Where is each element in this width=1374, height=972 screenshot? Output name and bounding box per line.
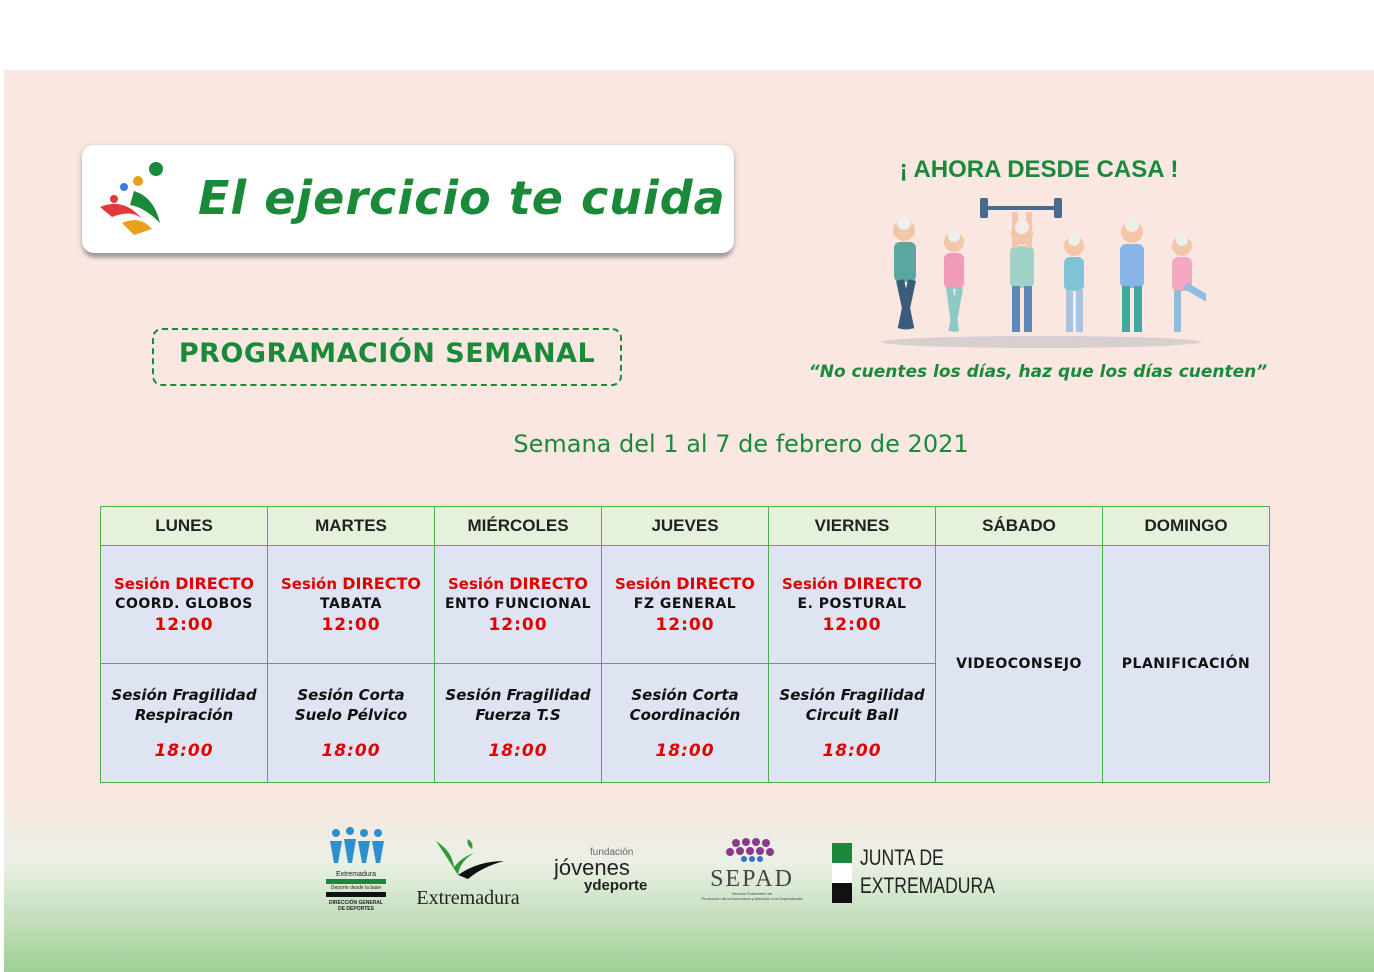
junta-logo-line2: EXTREMADURA	[860, 873, 995, 898]
day-header: JUEVES	[602, 507, 769, 546]
day-header: DOMINGO	[1103, 507, 1270, 546]
session-cell	[435, 546, 602, 664]
session-activity: Fuerza T.S	[475, 706, 561, 724]
session-time: 18:00	[321, 741, 381, 761]
fundacion-logo	[554, 847, 684, 897]
session-cell	[268, 546, 435, 664]
junta-flag-black	[832, 883, 852, 903]
sepad-logo-sub1: Servicio Extremeño de	[731, 891, 773, 896]
session-activity: COORD. GLOBOS	[115, 595, 253, 612]
quote: “No cuentes los días, haz que los días cuenten”	[808, 362, 1268, 382]
session-type: Sesión Fragilidad	[111, 686, 257, 704]
week-label: Semana del 1 al 7 de febrero de 2021	[513, 430, 969, 458]
page-title: El ejercicio te cuida	[198, 171, 726, 225]
session-type: Sesión DIRECTO	[113, 573, 254, 593]
session-type: Sesión DIRECTO	[447, 573, 588, 593]
slogan-top: ¡ AHORA DESDE CASA !	[899, 156, 1179, 183]
session-type: Sesión Fragilidad	[445, 686, 591, 704]
session-type: Sesión Corta	[631, 686, 739, 704]
session-time: 18:00	[488, 741, 548, 761]
session-activity: Respiración	[134, 706, 234, 724]
program-label: PROGRAMACIÓN SEMANAL	[178, 338, 596, 369]
sepad-logo	[690, 837, 814, 907]
session-cell	[101, 546, 268, 664]
fundacion-logo-main: jóvenes	[554, 855, 630, 880]
exercising-seniors-illustration	[876, 190, 1206, 350]
session-activity: E. POSTURAL	[797, 595, 907, 612]
session-activity: FZ GENERAL	[633, 595, 737, 612]
sepad-logo-name: SEPAD	[710, 866, 794, 892]
table-header-row	[101, 507, 1270, 546]
sunday-activity: PLANIFICACIÓN	[1121, 656, 1251, 672]
session-activity: ENTO FUNCIONAL	[444, 595, 592, 612]
fundacion-logo-small: fundación	[590, 847, 634, 858]
deportes-people-icon	[326, 827, 386, 867]
session-activity: TABATA	[319, 595, 382, 612]
deportes-logo-line2: Deporte desde la base	[330, 885, 382, 891]
session-time: 12:00	[154, 614, 214, 635]
session-type: Sesión DIRECTO	[280, 573, 421, 593]
session-time: 12:00	[822, 614, 882, 635]
title-banner	[82, 145, 734, 253]
saturday-cell	[936, 546, 1103, 783]
session-cell	[435, 664, 602, 783]
fundacion-logo-sub: ydeporte	[584, 877, 648, 894]
footer-logos	[324, 825, 1024, 925]
session-type: Sesión Corta	[297, 686, 405, 704]
session-time: 12:00	[655, 614, 715, 635]
deportes-logo-line4: DE DEPORTES	[338, 906, 374, 912]
table-row	[101, 546, 1270, 664]
day-header: SÁBADO	[936, 507, 1103, 546]
day-header: VIERNES	[769, 507, 936, 546]
day-header: MIÉRCOLES	[435, 507, 602, 546]
session-time: 12:00	[488, 614, 548, 635]
junta-flag-green	[832, 843, 852, 863]
session-cell	[268, 664, 435, 783]
session-cell	[769, 546, 936, 664]
deportes-logo-line1: Extremadura	[335, 871, 377, 878]
sunday-cell	[1103, 546, 1270, 783]
session-time: 12:00	[321, 614, 381, 635]
session-activity: Suelo Pélvico	[294, 706, 408, 724]
poster	[4, 70, 1374, 972]
junta-flag-white	[832, 863, 852, 883]
day-header: LUNES	[101, 507, 268, 546]
junta-logo-line1: JUNTA DE	[860, 845, 944, 870]
session-time: 18:00	[822, 741, 882, 761]
sepad-dots-icon	[690, 837, 814, 863]
session-activity: Circuit Ball	[805, 706, 899, 724]
session-type: Sesión Fragilidad	[779, 686, 925, 704]
session-time: 18:00	[154, 741, 214, 761]
weekly-schedule-table	[100, 506, 1270, 783]
sepad-logo-sub2: Promoción de la Autonomía y Atención a la Dependencia	[701, 896, 803, 901]
session-type: Sesión DIRECTO	[781, 573, 922, 593]
session-cell	[769, 664, 936, 783]
session-activity: Coordinación	[629, 706, 741, 724]
session-cell	[101, 664, 268, 783]
session-cell	[602, 664, 769, 783]
extremadura-logo	[408, 831, 528, 911]
session-time: 18:00	[655, 741, 715, 761]
program-logo-icon	[94, 157, 178, 241]
session-type: Sesión DIRECTO	[614, 573, 755, 593]
deportes-logo-line3: DIRECCIÓN GENERAL	[329, 900, 383, 906]
day-header: MARTES	[268, 507, 435, 546]
saturday-activity: VIDEOCONSEJO	[956, 656, 1082, 672]
extremadura-swoosh-icon	[408, 831, 528, 883]
program-label-box	[152, 328, 622, 386]
junta-logo	[832, 843, 1002, 907]
session-cell	[602, 546, 769, 664]
deportes-logo	[326, 827, 386, 917]
extremadura-logo-text: Extremadura	[416, 887, 520, 909]
